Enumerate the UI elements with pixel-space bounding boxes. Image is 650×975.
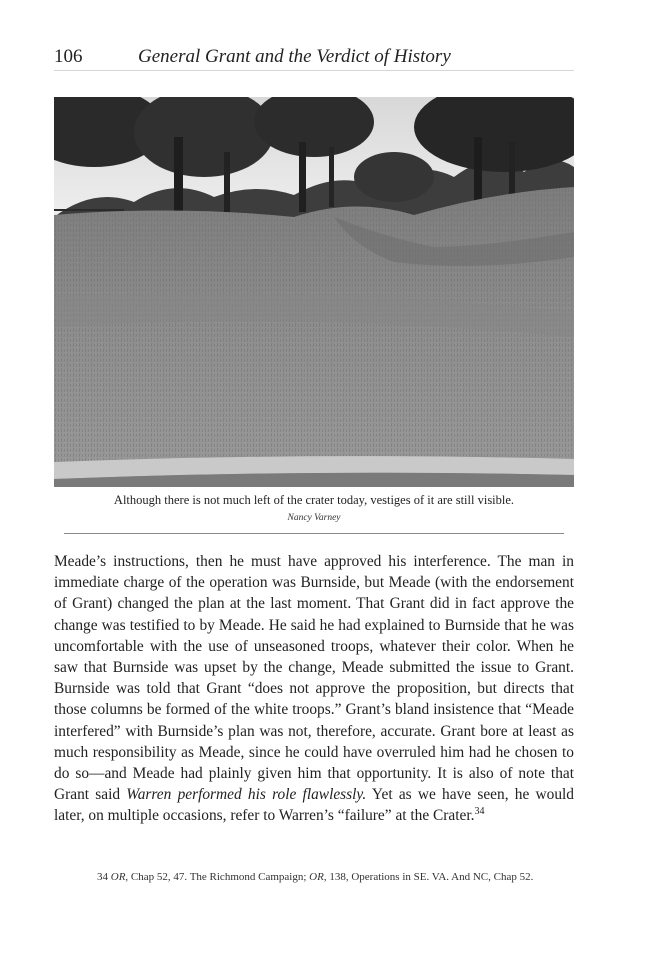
footnote-text-2: , 138, Operations in SE. VA. And NC, Chap 52. bbox=[323, 871, 534, 883]
running-title: General Grant and the Verdict of History bbox=[138, 46, 451, 67]
body-paragraph bbox=[54, 551, 574, 827]
photo-credit: Nancy Varney bbox=[287, 513, 341, 523]
footnote-reference: 34 bbox=[474, 806, 485, 818]
footnote bbox=[97, 869, 537, 885]
footnote-or-2: OR bbox=[309, 871, 324, 883]
running-header bbox=[54, 44, 574, 71]
figure-caption: Although there is not much left of the crater today, vestiges of it are still visible. bbox=[113, 493, 515, 507]
crater-photo bbox=[54, 97, 574, 487]
footnote-number: 34 bbox=[97, 871, 108, 883]
caption-divider bbox=[64, 533, 564, 534]
page-number: 106 bbox=[54, 46, 83, 67]
footnote-text-1: , Chap 52, 47. The Richmond Campaign; bbox=[125, 871, 310, 883]
quoted-phrase: Warren performed his role flawlessly. bbox=[126, 786, 367, 804]
paragraph-text-part-2: Yet as we have seen, he would later, on multiple occasions, refer to Warren’s “failure” at the Crater. bbox=[54, 786, 575, 825]
footnote-or-1: OR bbox=[110, 871, 126, 883]
paragraph-text-part-1: Meade’s instructions, then he must have approved his interference. The man in immediate charge of the operation was Burnside, but Meade (with the endorsement of Grant) changed the plan at the last moment. That Grant did in fact approve the change was testified to by Meade. He said he had explained to Burnside that he was uncomfortable with the use of unseasoned troops, whatever their color. When he saw that Burnside was upset by the change, Meade submitted the issue to Grant. Burnside was told that Grant “does not approve the proposition, but directs that those columns be formed of the white troops.” Grant’s bland insistence that “Meade interfered” with Burnside’s plan was not, therefore, accurate. Grant bore at least as much responsibility as Meade, since he could have overruled him had he chosen to do so—and Meade had plainly given him that opportunity. It is also of note that Grant said bbox=[54, 553, 574, 804]
